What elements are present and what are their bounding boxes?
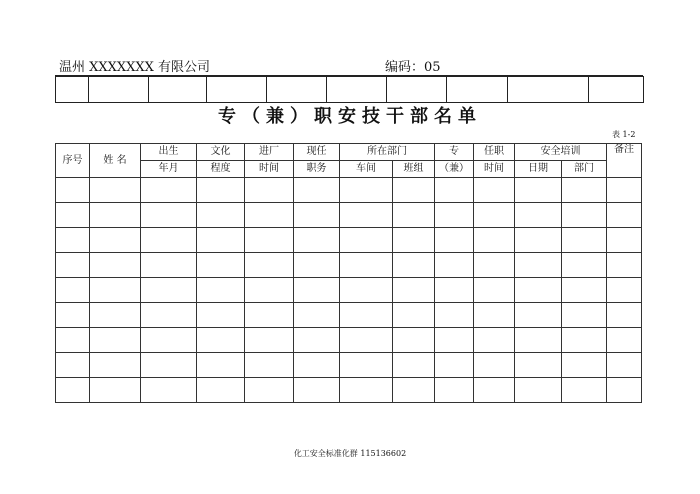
col-education-line2: 程度 — [197, 161, 245, 178]
table-cell[interactable] — [56, 303, 90, 328]
table-cell[interactable] — [141, 328, 197, 353]
table-cell[interactable] — [562, 253, 607, 278]
table-cell[interactable] — [515, 203, 562, 228]
table-cell[interactable] — [393, 178, 435, 203]
table-cell[interactable] — [245, 353, 294, 378]
table-cell[interactable] — [607, 353, 642, 378]
table-cell[interactable] — [435, 253, 474, 278]
table-row — [56, 228, 642, 253]
table-cell[interactable] — [474, 178, 515, 203]
table-cell[interactable] — [515, 303, 562, 328]
table-cell[interactable] — [435, 228, 474, 253]
table-cell[interactable] — [515, 328, 562, 353]
table-cell[interactable] — [294, 203, 340, 228]
table-cell[interactable] — [340, 253, 393, 278]
table-cell[interactable] — [197, 228, 245, 253]
table-row — [56, 253, 642, 278]
table-cell[interactable] — [562, 353, 607, 378]
footer-note: 化工安全标准化群 115136602 — [293, 449, 407, 458]
col-education-line1: 文化 — [197, 144, 245, 161]
table-cell[interactable] — [90, 178, 141, 203]
table-cell[interactable] — [435, 278, 474, 303]
table-cell[interactable] — [562, 328, 607, 353]
strip-cell[interactable] — [149, 77, 207, 103]
strip-cell[interactable] — [89, 77, 149, 103]
table-row — [56, 378, 642, 403]
col-join-line1: 进厂 — [245, 144, 294, 161]
table-cell[interactable] — [340, 228, 393, 253]
col-birth-line2: 年月 — [141, 161, 197, 178]
table-cell[interactable] — [141, 353, 197, 378]
table-cell[interactable] — [435, 178, 474, 203]
table-cell[interactable] — [245, 253, 294, 278]
table-cell[interactable] — [294, 303, 340, 328]
table-row — [56, 178, 642, 203]
table-cell[interactable] — [245, 228, 294, 253]
strip-cell[interactable] — [447, 77, 508, 103]
table-cell[interactable] — [393, 253, 435, 278]
table-cell[interactable] — [515, 353, 562, 378]
table-cell[interactable] — [515, 178, 562, 203]
table-cell[interactable] — [607, 303, 642, 328]
strip-cell[interactable] — [207, 77, 267, 103]
table-cell[interactable] — [245, 328, 294, 353]
table-cell[interactable] — [393, 328, 435, 353]
table-cell[interactable] — [393, 203, 435, 228]
table-cell[interactable] — [562, 178, 607, 203]
table-row — [56, 328, 642, 353]
table-cell[interactable] — [435, 303, 474, 328]
table-cell[interactable] — [340, 178, 393, 203]
table-cell[interactable] — [90, 353, 141, 378]
table-cell[interactable] — [56, 278, 90, 303]
col-workshop: 车间 — [340, 161, 393, 178]
table-number: 表 1-2 — [612, 130, 636, 139]
table-cell[interactable] — [340, 353, 393, 378]
table-cell[interactable] — [197, 203, 245, 228]
col-position-line2: 职务 — [294, 161, 340, 178]
strip-cell[interactable] — [508, 77, 589, 103]
table-cell[interactable] — [562, 203, 607, 228]
table-cell[interactable] — [197, 253, 245, 278]
table-cell[interactable] — [607, 228, 642, 253]
table-cell[interactable] — [197, 378, 245, 403]
strip-cell[interactable] — [589, 77, 644, 103]
table-cell[interactable] — [393, 378, 435, 403]
table-cell[interactable] — [340, 328, 393, 353]
header-strip-table — [55, 76, 644, 103]
table-cell[interactable] — [393, 228, 435, 253]
col-training-dept: 部门 — [562, 161, 607, 178]
table-cell[interactable] — [90, 228, 141, 253]
table-cell[interactable] — [294, 253, 340, 278]
table-cell[interactable] — [515, 278, 562, 303]
document-code: 编码：05 — [385, 60, 441, 75]
table-cell[interactable] — [141, 178, 197, 203]
table-cell[interactable] — [197, 278, 245, 303]
table-cell[interactable] — [90, 203, 141, 228]
table-cell[interactable] — [435, 378, 474, 403]
table-cell[interactable] — [141, 203, 197, 228]
table-cell[interactable] — [56, 378, 90, 403]
table-cell[interactable] — [607, 278, 642, 303]
table-row — [56, 278, 642, 303]
col-join-line2: 时间 — [245, 161, 294, 178]
table-cell[interactable] — [474, 228, 515, 253]
table-cell[interactable] — [56, 228, 90, 253]
table-cell[interactable] — [562, 228, 607, 253]
page-title: 专（兼）职安技干部名单 — [218, 106, 482, 127]
table-cell[interactable] — [245, 178, 294, 203]
personnel-table — [55, 143, 642, 403]
table-cell[interactable] — [340, 303, 393, 328]
table-cell[interactable] — [340, 203, 393, 228]
col-birth-line1: 出生 — [141, 144, 197, 161]
table-cell[interactable] — [294, 353, 340, 378]
table-cell[interactable] — [56, 353, 90, 378]
strip-cell[interactable] — [56, 77, 89, 103]
table-cell[interactable] — [294, 178, 340, 203]
table-cell[interactable] — [294, 228, 340, 253]
table-cell[interactable] — [197, 328, 245, 353]
table-cell[interactable] — [197, 303, 245, 328]
table-cell[interactable] — [294, 278, 340, 303]
table-cell[interactable] — [141, 228, 197, 253]
table-cell[interactable] — [393, 353, 435, 378]
table-cell[interactable] — [340, 278, 393, 303]
table-cell[interactable] — [90, 303, 141, 328]
table-cell[interactable] — [607, 203, 642, 228]
table-header — [56, 144, 642, 178]
table-cell[interactable] — [474, 203, 515, 228]
table-cell[interactable] — [435, 328, 474, 353]
table-cell[interactable] — [562, 303, 607, 328]
table-cell[interactable] — [245, 378, 294, 403]
table-cell[interactable] — [90, 378, 141, 403]
strip-cell[interactable] — [267, 77, 327, 103]
col-term-line1: 任职 — [474, 144, 515, 161]
table-cell[interactable] — [607, 328, 642, 353]
table-body — [56, 178, 642, 403]
col-name: 姓 名 — [90, 144, 141, 178]
col-type-line1: 专 — [435, 144, 474, 161]
col-term-line2: 时间 — [474, 161, 515, 178]
table-cell[interactable] — [607, 253, 642, 278]
table-cell[interactable] — [474, 328, 515, 353]
table-cell[interactable] — [294, 328, 340, 353]
col-team: 班组 — [393, 161, 435, 178]
table-cell[interactable] — [197, 353, 245, 378]
table-cell[interactable] — [90, 328, 141, 353]
col-remark: 备注 — [607, 144, 642, 178]
table-cell[interactable] — [197, 178, 245, 203]
table-cell[interactable] — [474, 278, 515, 303]
table-cell[interactable] — [141, 278, 197, 303]
table-cell[interactable] — [435, 203, 474, 228]
table-cell[interactable] — [474, 253, 515, 278]
col-type-line2: （兼） — [435, 161, 474, 178]
table-row — [56, 303, 642, 328]
table-cell[interactable] — [562, 378, 607, 403]
col-department: 所在部门 — [340, 144, 435, 161]
col-seq: 序号 — [56, 144, 90, 178]
table-cell[interactable] — [340, 378, 393, 403]
table-cell[interactable] — [393, 303, 435, 328]
table-cell[interactable] — [474, 353, 515, 378]
strip-cell[interactable] — [387, 77, 447, 103]
col-position-line1: 现任 — [294, 144, 340, 161]
table-cell[interactable] — [294, 378, 340, 403]
table-cell[interactable] — [474, 303, 515, 328]
table-cell[interactable] — [435, 353, 474, 378]
table-cell[interactable] — [141, 253, 197, 278]
table-cell[interactable] — [245, 303, 294, 328]
table-cell[interactable] — [141, 378, 197, 403]
col-training-date: 日期 — [515, 161, 562, 178]
table-cell[interactable] — [56, 253, 90, 278]
table-row — [56, 203, 642, 228]
table-row — [56, 353, 642, 378]
table-cell[interactable] — [90, 253, 141, 278]
strip-cell[interactable] — [327, 77, 387, 103]
table-cell[interactable] — [90, 278, 141, 303]
table-cell[interactable] — [515, 253, 562, 278]
table-cell[interactable] — [245, 203, 294, 228]
table-cell[interactable] — [607, 378, 642, 403]
table-cell[interactable] — [562, 278, 607, 303]
table-cell[interactable] — [515, 228, 562, 253]
table-cell[interactable] — [607, 178, 642, 203]
col-safety-training: 安全培训 — [515, 144, 607, 161]
table-cell[interactable] — [141, 303, 197, 328]
table-cell[interactable] — [474, 378, 515, 403]
table-cell[interactable] — [56, 178, 90, 203]
company-name: 温州 XXXXXXX 有限公司 — [59, 60, 211, 75]
table-cell[interactable] — [56, 203, 90, 228]
table-cell[interactable] — [393, 278, 435, 303]
table-cell[interactable] — [515, 378, 562, 403]
table-cell[interactable] — [56, 328, 90, 353]
table-cell[interactable] — [245, 278, 294, 303]
